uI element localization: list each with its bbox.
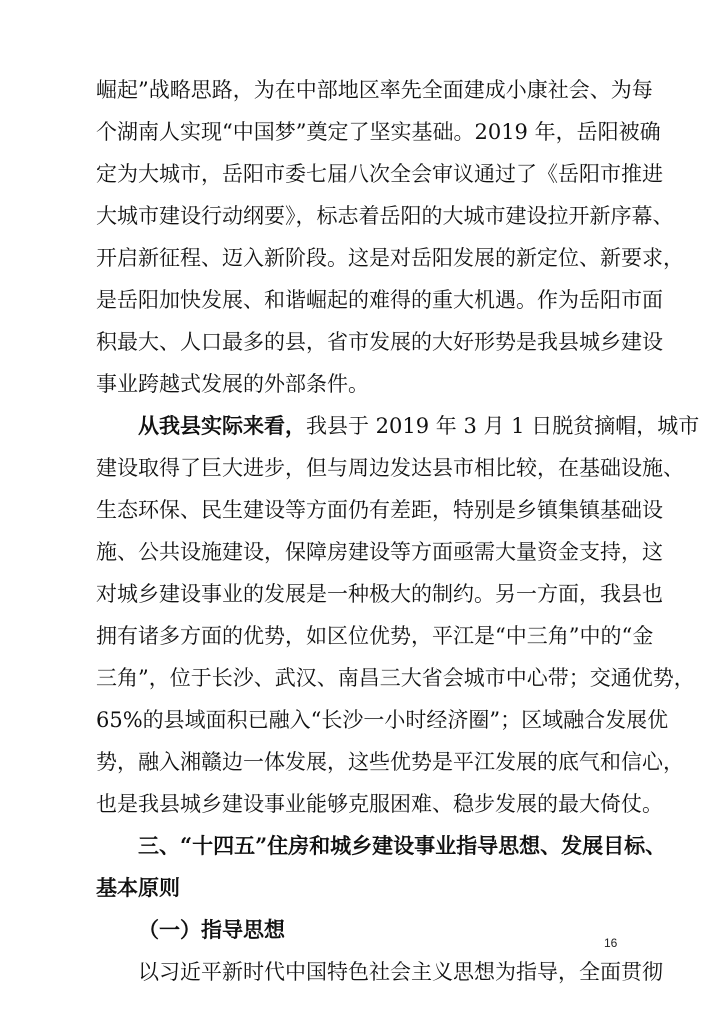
text-line: 崛起”战略思路，为在中部地区率先全面建成小康社会、为每 bbox=[96, 78, 653, 102]
page-number: 16 bbox=[604, 936, 618, 950]
text-line bbox=[138, 406, 700, 446]
text-line: 对城乡建设事业的发展是一种极大的制约。另一方面，我县也 bbox=[96, 582, 663, 606]
section-heading-line-2: 基本原则 bbox=[96, 875, 180, 900]
text-line: 建设取得了巨大进步，但与周边发达县市相比较，在基础设施、 bbox=[96, 456, 684, 480]
subheading: （一）指导思想 bbox=[138, 917, 285, 942]
text-line: 定为大城市，岳阳市委七届八次全会审议通过了《岳阳市推进 bbox=[96, 162, 663, 186]
text-line: 积最大、人口最多的县，省市发展的大好形势是我县城乡建设 bbox=[96, 330, 663, 354]
section-heading-line-1: 三、“十四五”住房和城乡建设事业指导思想、发展目标、 bbox=[138, 833, 667, 858]
paragraph-3-line: 以习近平新时代中国特色社会主义思想为指导，全面贯彻 bbox=[138, 960, 663, 984]
text-line: 大城市建设行动纲要》，标志着岳阳的大城市建设拉开新序幕、 bbox=[96, 204, 674, 228]
bold-lead-text: 从我县实际来看， bbox=[138, 413, 306, 438]
text-line: 三角”，位于长沙、武汉、南昌三大省会城市中心带；交通优势， bbox=[96, 666, 695, 690]
text-line: 拥有诸多方面的优势，如区位优势，平江是“中三角”中的“金 bbox=[96, 624, 654, 648]
text-line: 事业跨越式发展的外部条件。 bbox=[96, 372, 369, 396]
text-line: 个湖南人实现“中国梦”奠定了坚实基础。2019 年，岳阳被确 bbox=[96, 120, 661, 144]
text-line: 生态环保、民生建设等方面仍有差距，特别是乡镇集镇基础设 bbox=[96, 498, 663, 522]
text-line: 势，融入湘赣边一体发展，这些优势是平江发展的底气和信心， bbox=[96, 750, 684, 774]
text-line: 施、公共设施建设，保障房建设等方面亟需大量资金支持，这 bbox=[96, 540, 663, 564]
text-run: 我县于 2019 年 3 月 1 日脱贫摘帽，城市 bbox=[306, 414, 700, 438]
text-line: 是岳阳加快发展、和谐崛起的难得的重大机遇。作为岳阳市面 bbox=[96, 288, 663, 312]
text-line: 65%的县域面积已融入“长沙一小时经济圈”；区域融合发展优 bbox=[96, 708, 669, 732]
text-line: 开启新征程、迈入新阶段。这是对岳阳发展的新定位、新要求， bbox=[96, 246, 684, 270]
text-line: 也是我县城乡建设事业能够克服困难、稳步发展的最大倚仗。 bbox=[96, 792, 663, 816]
